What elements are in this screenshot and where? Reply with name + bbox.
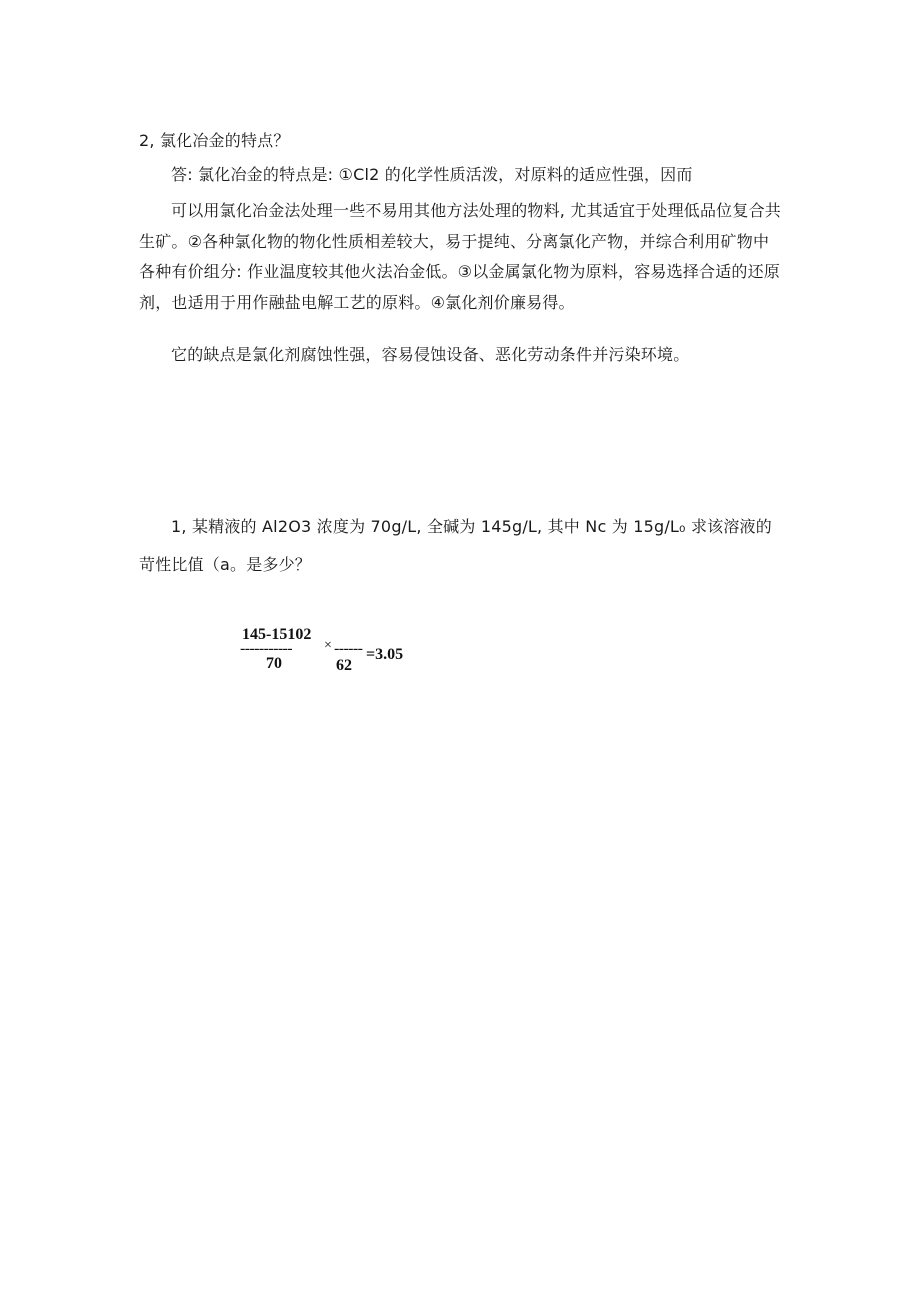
formula-denominator-2: 62	[336, 657, 352, 674]
question-1-text: 1, 某精液的 Al2O3 浓度为 70g/L, 全碱为 145g/L, 其中 Nc 为 15g/L₀ 求该溶液的苛性比值（a。是多少？	[139, 517, 772, 574]
formula-numerator: 145-15102	[242, 626, 312, 643]
question-2-disadvantage: 它的缺点是氯化剂腐蚀性强，容易侵蚀设备、恶化劳动条件并污染环境。	[171, 345, 690, 364]
formula-result: =3.05	[366, 646, 404, 663]
question-2-answer-body: 可以用氯化冶金法处理一些不易用其他方法处理的物料, 尤其适宜于处理低品位复合共生矿。②各种氯化物的物化性质相差较大，易于提纯、分离氯化产物，并综合利用矿物中各种有价组分: 作业温度较其他火法冶金低。③以金属氯化物为原料，容易选择合适的还原剂，也适用于用作融盐电解工艺的原料。④氯化剂价廉易得。	[139, 201, 781, 312]
formula-fraction-bar-1: -----------	[240, 640, 293, 657]
formula-denominator-1: 70	[266, 655, 282, 672]
formula-fraction-bar-2: ------	[334, 640, 363, 657]
caustic-ratio-formula	[240, 626, 460, 686]
question-2-answer-first-line: 答: 氯化冶金的特点是: ①Cl2 的化学性质活泼，对原料的适应性强，因而	[171, 165, 693, 184]
question-2-title: 2, 氯化冶金的特点？	[139, 131, 290, 150]
formula-multiply-sign: ×	[324, 638, 332, 653]
